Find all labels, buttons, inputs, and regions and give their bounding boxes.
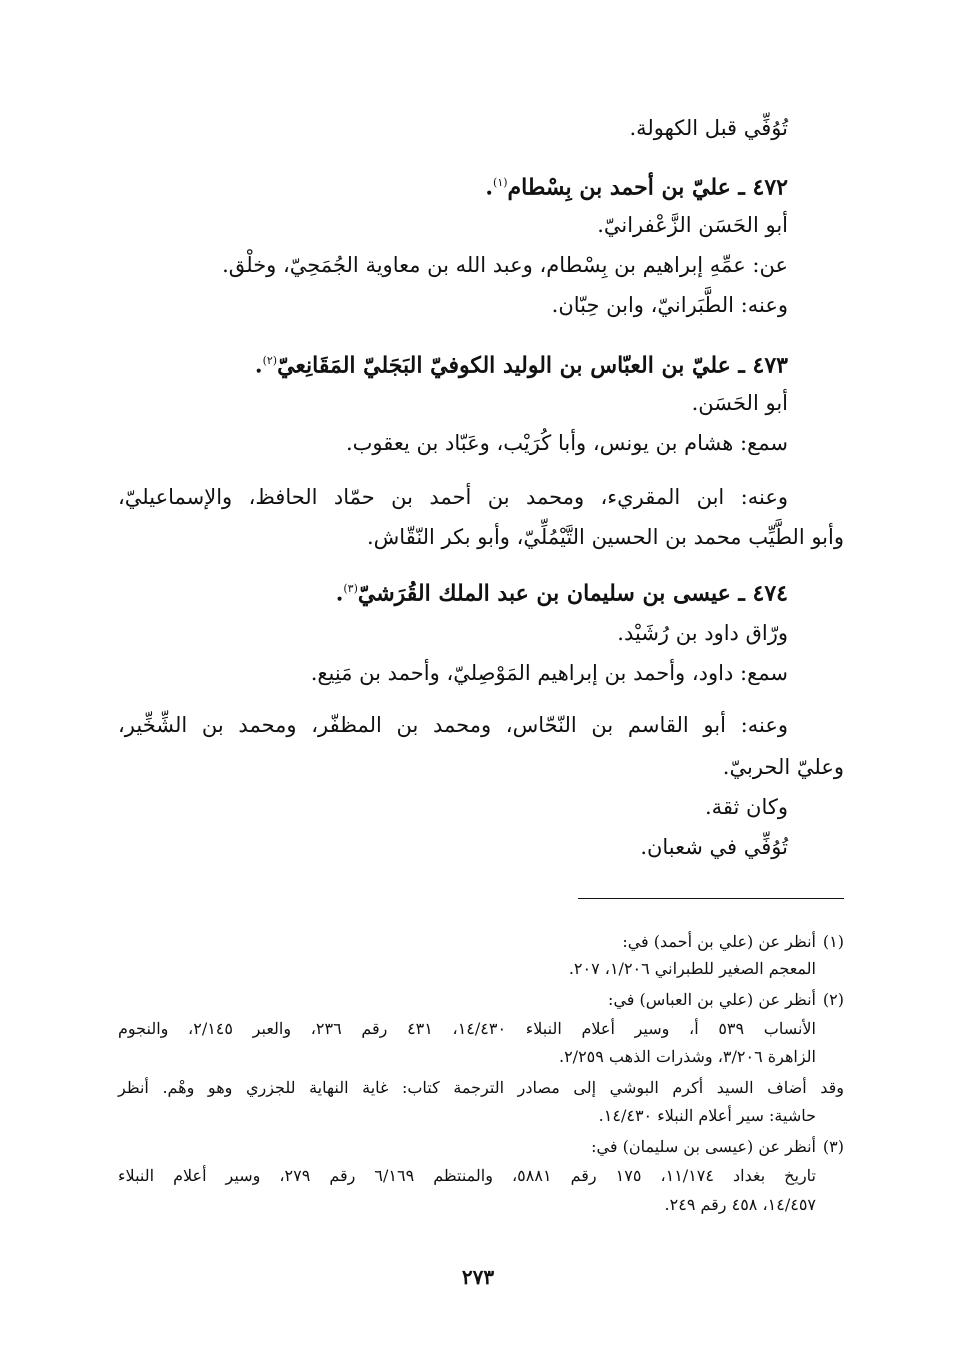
- text-line: تُوُفِّي في شعبان.: [640, 835, 788, 859]
- text-line: سمع: داود، وأحمد بن إبراهيم المَوْصِليّ، وأحمد بن مَنِيع.: [310, 661, 788, 685]
- entry-heading-473: ٤٧٣ ـ عليّ بن العبّاس بن الوليد الكوفيّ البَجَليّ المَقَانِعيّ$^{(٢)}$.: [254, 352, 788, 379]
- entry-heading-474: ٤٧٤ ـ عيسى بن سليمان بن عبد الملك القُرَشيّ$^{(٣)}$.: [335, 580, 788, 607]
- footnote-ref: (٢): [262, 354, 278, 367]
- footnote-line: [118, 1135, 844, 1159]
- footnote-ref: (١): [493, 176, 508, 189]
- footnote-text: أنظر عن (علي بن أحمد) في:: [622, 932, 816, 951]
- footnote-line: ١٤/٤٥٧، ٤٥٨ رقم ٢٤٩.: [664, 1195, 816, 1214]
- footnote-line: [118, 988, 844, 1012]
- footnote-mark: (٢): [822, 990, 844, 1009]
- footnote-line: الأنساب ٥٣٩ أ، وسير أعلام النبلاء ١٤/٤٣٠، ٤٣١ رقم ٢٣٦، والعبر ٢/١٤٥، والنجوم: [118, 1019, 816, 1038]
- text-line: وعليّ الحربيّ.: [722, 755, 844, 779]
- text-line: ورّاق داود بن رُشَيْد.: [617, 621, 788, 645]
- text-line: وأبو الطَّيِّب محمد بن الحسين التَّيْمُلِّيّ، وأبو بكر النّقّاش.: [366, 525, 844, 549]
- text-line: وعنه: ابن المقريء، ومحمد بن أحمد بن حمّاد الحافظ، والإسماعيليّ،: [118, 485, 788, 509]
- footnote-line: حاشية: سير أعلام النبلاء ١٤/٤٣٠.: [598, 1106, 816, 1125]
- text-line: أبو الحَسَن.: [691, 391, 788, 415]
- text-line: وعنه: أبو القاسم بن النّحّاس، ومحمد بن المظفّر، ومحمد بن الشِّخِّير،: [118, 713, 788, 737]
- footnote-mark: (١): [822, 932, 844, 951]
- entry-heading-472: ٤٧٢ ـ عليّ بن أحمد بن بِسْطام$^{(١)}$.: [485, 174, 788, 201]
- text-line: سمع: هشام بن يونس، وأبا كُرَيْب، وعَبّاد بن يعقوب.: [345, 431, 788, 455]
- text-line: تُوُفِّي قبل الكهولة.: [629, 116, 788, 140]
- footnote-text: أنظر عن (عيسى بن سليمان) في:: [591, 1137, 816, 1156]
- entry-title: ٤٧٤ ـ عيسى بن سليمان بن عبد الملك القُرَشيّ: [357, 580, 788, 607]
- text-line: عن: عمِّهِ إبراهيم بن بِسْطام، وعبد الله بن معاوية الجُمَحِيّ، وخلْق.: [222, 253, 788, 277]
- footnote-line: المعجم الصغير للطبراني ١/٢٠٦، ٢٠٧.: [568, 959, 816, 978]
- text-line: وكان ثقة.: [704, 795, 788, 819]
- text-line: أبو الحَسَن الزَّعْفرانيّ.: [597, 213, 788, 237]
- page-number: ٢٧٣: [461, 1265, 495, 1289]
- footnote-separator: [578, 898, 844, 899]
- entry-title: ٤٧٢ ـ عليّ بن أحمد بن بِسْطام: [507, 174, 788, 201]
- footnote-line: الزاهرة ٣/٢٠٦، وشذرات الذهب ٢/٢٥٩.: [558, 1047, 816, 1066]
- footnote-ref: (٣): [343, 582, 358, 595]
- footnote-line: [118, 930, 844, 954]
- text-line: وعنه: الطَّبَرانيّ، وابن حِبّان.: [551, 293, 788, 317]
- footnote-text: أنظر عن (علي بن العباس) في:: [608, 990, 816, 1009]
- footnote-line: تاريخ بغداد ١١/١٧٤، ١٧٥ رقم ٥٨٨١، والمنتظم ٦/١٦٩ رقم ٢٧٩، وسير أعلام النبلاء: [118, 1166, 817, 1185]
- footnote-line: وقد أضاف السيد أكرم البوشي إلى مصادر الترجمة كتاب: غاية النهاية للجزري وهو وهْم. أنظر: [118, 1078, 844, 1097]
- footnote-mark: (٣): [822, 1137, 844, 1156]
- entry-title: ٤٧٣ ـ عليّ بن العبّاس بن الوليد الكوفيّ البَجَليّ المَقَانِعيّ: [277, 352, 788, 379]
